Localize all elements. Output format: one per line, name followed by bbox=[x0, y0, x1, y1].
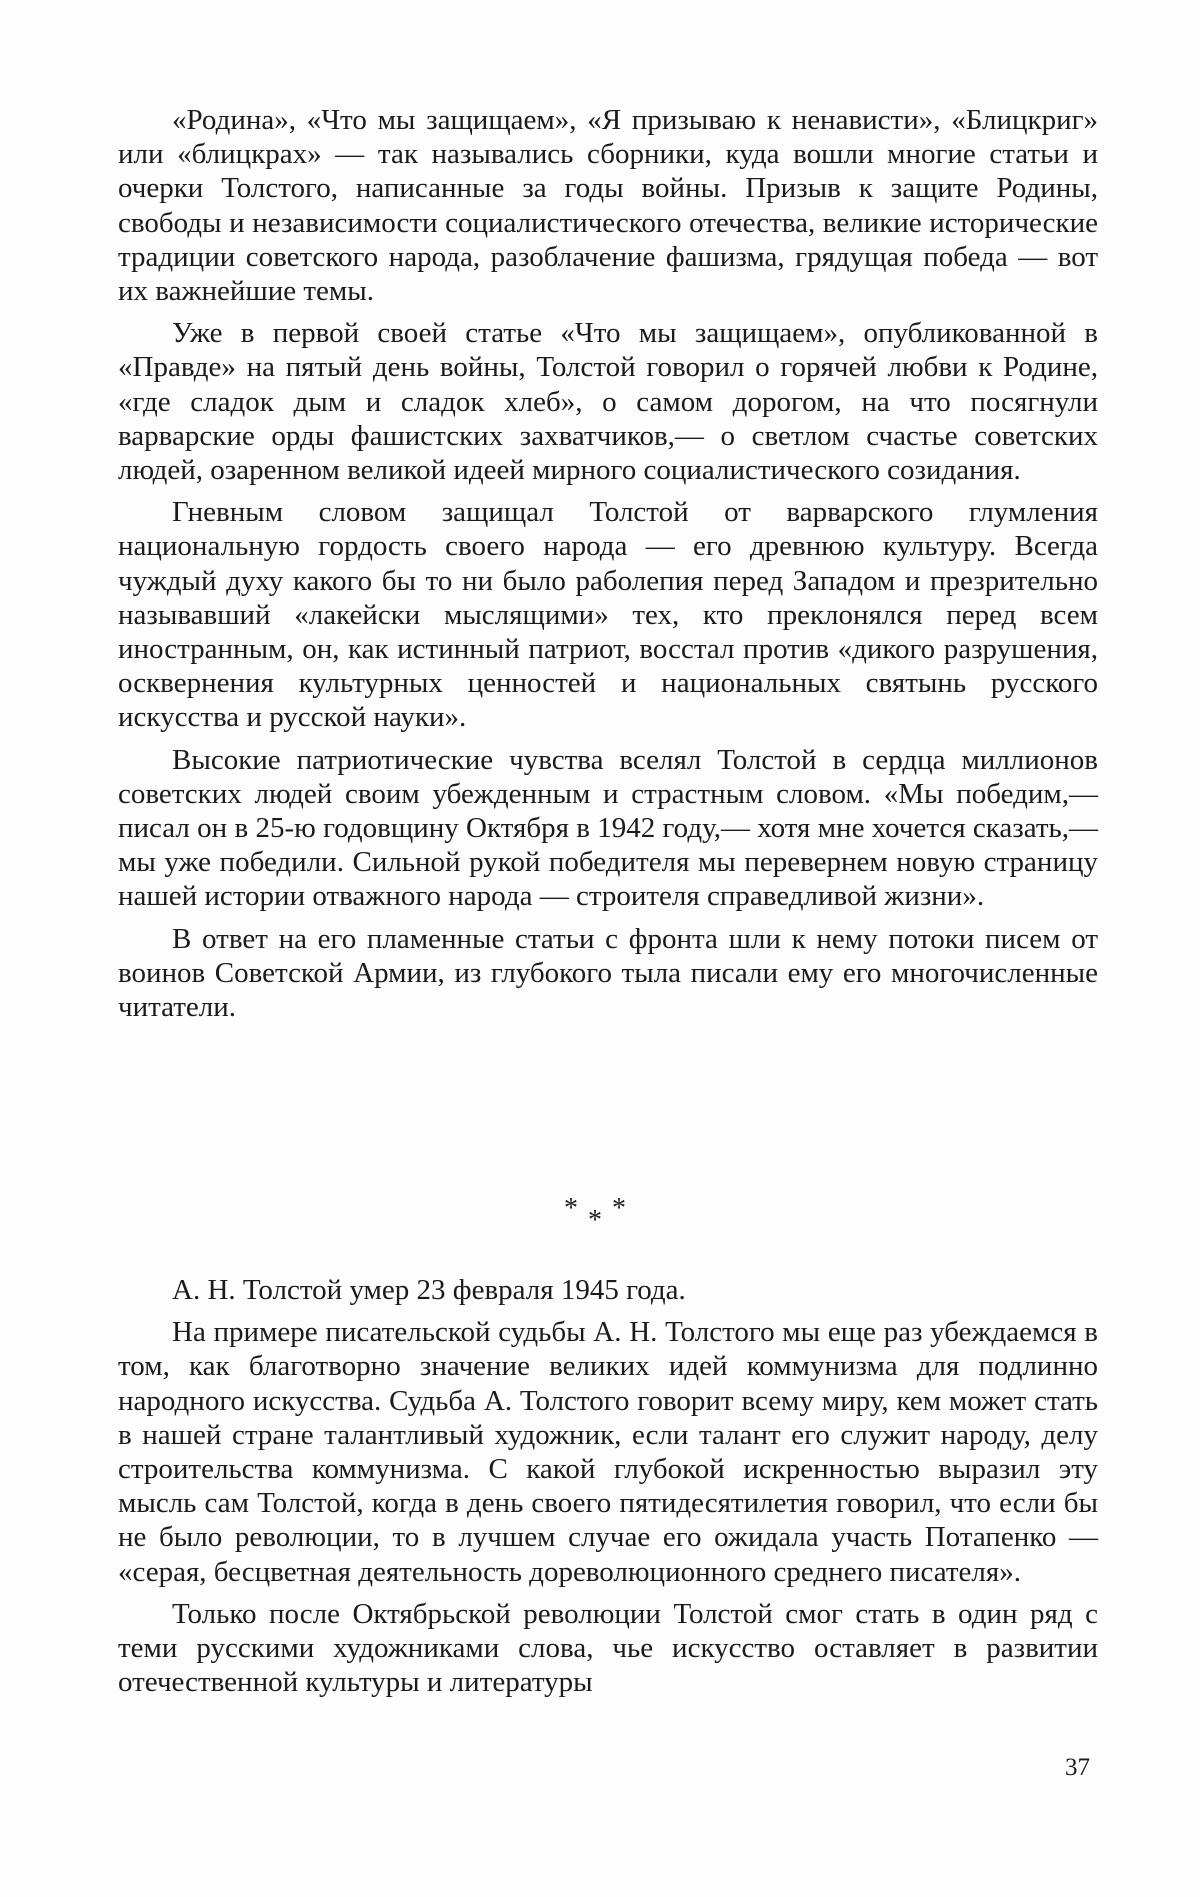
paragraph: В ответ на его пламенные статьи с фронта шли к нему потоки писем от воинов Советской Армии, из глубокого тыла писали ему его многочисленные читатели. bbox=[118, 922, 1098, 1025]
asterisk-left: * bbox=[564, 1193, 588, 1225]
paragraph: А. Н. Толстой умер 23 февраля 1945 года. bbox=[118, 1273, 1098, 1307]
page-number: 37 bbox=[1065, 1754, 1090, 1782]
paragraph: Только после Октябрьской революции Толстой смог стать в один ряд с теми русскими художниками слова, чье искусство оставляет в развитии отечественной культуры и литературы bbox=[118, 1597, 1098, 1700]
asterisk-right: * bbox=[612, 1193, 636, 1225]
paragraph: Уже в первой своей статье «Что мы защищаем», опубли­кованной в «Правде» на пятый день войны, Толстой говорил о горячей любви к Родине, «где сладок дым и сладок хлеб», о самом дорогом, на что посягнули варварские орды фашист­ских захватчиков,— о светлом счастье советских людей, озарен­ном великой идеей мирного социалистического созидания. bbox=[118, 316, 1098, 487]
text-block-lower bbox=[118, 1273, 1098, 1707]
section-separator bbox=[0, 1193, 1200, 1237]
book-page bbox=[0, 0, 1200, 1897]
paragraph: На примере писательской судьбы А. Н. Толстого мы еще раз убеждаемся в том, как благотворно значение великих идей коммунизма для подлинно народного искусства. Судьба А. Тол­стого говорит всему миру, кем может стать в нашей стране талантливый художник, если талант его служит народу, делу строительства коммунизма. С какой глубокой искренностью выразил эту мысль сам Толстой, когда в день своего пятиде­сятилетия говорил, что если бы не было революции, то в луч­шем случае его ожидала участь Потапенко — «серая, бесцвет­ная деятельность дореволюционного среднего писателя». bbox=[118, 1315, 1098, 1589]
text-block-upper bbox=[118, 103, 1098, 1032]
paragraph: Гневным словом защищал Толстой от варварского глумле­ния национальную гордость своего народа — его древнюю культуру. Всегда чуждый духу какого бы то ни было раболе­пия перед Западом и презрительно называвший «лакейски мыс­лящими» тех, кто преклонялся перед всем иностранным, он, как истинный патриот, восстал против «дикого разрушения, осквер­нения культурных ценностей и национальных святынь русского искусства и русской науки». bbox=[118, 495, 1098, 734]
asterisk-middle: * bbox=[588, 1205, 612, 1237]
paragraph: «Родина», «Что мы защищаем», «Я призываю к ненависти», «Блицкриг» или «блицкрах» — так назывались сборники, куда вошли многие статьи и очерки Толстого, написанные за годы войны. Призыв к защите Родины, свободы и независимости социалистического отечества, великие исторические традиции советского народа, разоблачение фашизма, грядущая победа — вот их важнейшие темы. bbox=[118, 103, 1098, 308]
paragraph: Высокие патриотические чувства вселял Толстой в сердца миллионов советских людей своим убежденным и страстным словом. «Мы победим,— писал он в 25-ю годовщину Октября в 1942 году,— хотя мне хочется сказать,— мы уже победили. Сильной рукой победителя мы перевернем новую страницу нашей истории отважного народа — строителя справедливой жизни». bbox=[118, 743, 1098, 914]
